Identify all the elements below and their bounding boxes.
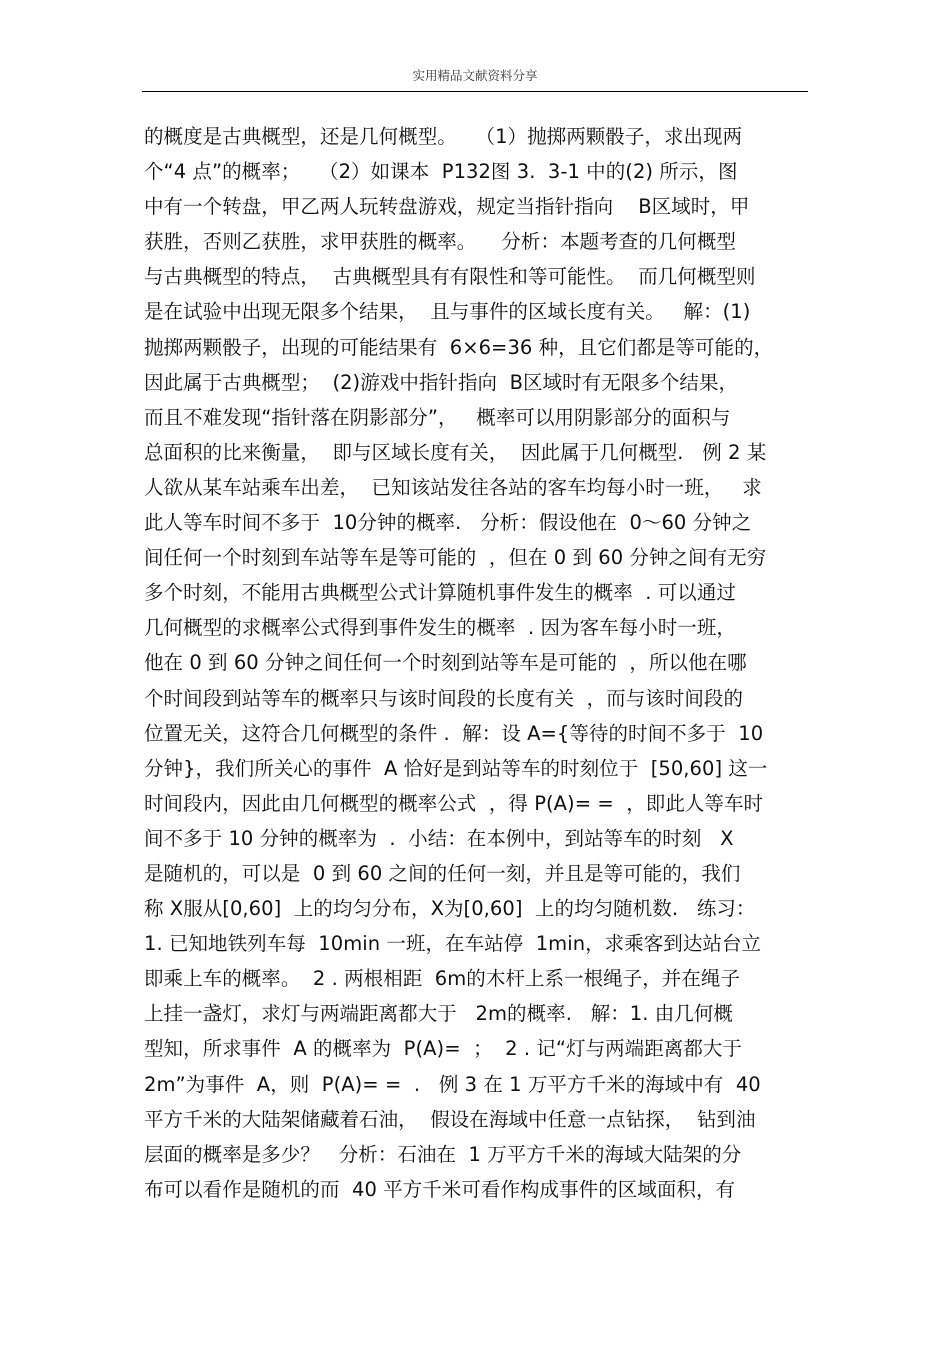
text-line: 2m”为事件 A，则 P(A)= = . 例 3 在 1 万平方千米的海域中有 40	[144, 1072, 761, 1096]
text-line: 个时间段到站等车的概率只与该时间段的长度有关 ，而与该时间段的	[144, 686, 743, 710]
text-line: 因此属于古典概型； (2)游戏中指针指向 B区域时有无限多个结果，	[144, 370, 739, 394]
document-body	[144, 119, 808, 1207]
text-line: 中有一个转盘，甲乙两人玩转盘游戏，规定当指针指向 B区域时，甲	[144, 195, 750, 219]
text-line: 的概度是古典概型，还是几何概型。 （1）抛掷两颗骰子，求出现两	[144, 125, 743, 148]
text-line: 总面积的比来衡量， 即与区域长度有关， 因此属于几何概型. 例 2 某	[144, 440, 767, 464]
text-line: 人欲从某车站乘车出差， 已知该站发往各站的客车均每小时一班， 求	[144, 475, 762, 499]
text-line: 他在 0 到 60 分钟之间任何一个时刻到站等车是可能的 ，所以他在哪	[144, 651, 747, 675]
text-line: 平方千米的大陆架储藏着石油， 假设在海域中任意一点钻探， 钻到油	[144, 1107, 756, 1131]
text-line: 间不多于 10 分钟的概率为 . 小结：在本例中，到站等车的时刻 X	[144, 826, 734, 850]
text-line: 而且不难发现“指针落在阴影部分”， 概率可以用阴影部分的面积与	[144, 405, 731, 429]
text-line: 1. 已知地铁列车每 10min 一班，在车站停 1min，求乘客到达站台立	[144, 932, 762, 956]
text-line: 此人等车时间不多于 10分钟的概率. 分析：假设他在 0～60 分钟之	[144, 511, 752, 535]
text-line: 上挂一盏灯，求灯与两端距离都大于 2m的概率. 解：1. 由几何概	[144, 1002, 733, 1026]
text-line: 层面的概率是多少？ 分析：石油在 1 万平方千米的海域大陆架的分	[144, 1142, 742, 1166]
text-line: 间任何一个时刻到车站等车是等可能的 ，但在 0 到 60 分钟之间有无穷	[144, 546, 767, 570]
header-rule	[142, 91, 808, 92]
text-line: 获胜，否则乙获胜，求甲获胜的概率。 分析：本题考查的几何概型	[144, 230, 736, 254]
text-line: 时间段内，因此由几何概型的概率公式 ，得 P(A)= = ，即此人等车时	[144, 791, 764, 815]
text-line: 个“4 点”的概率； （2）如课本 P132图 3. 3-1 中的(2) 所示，图	[144, 160, 738, 184]
text-line: 布可以看作是随机的而 40 平方千米可看作构成事件的区域面积，有	[144, 1177, 736, 1201]
text-line: 即乘上车的概率。 2 . 两根相距 6m的木杆上系一根绳子，并在绳子	[144, 967, 740, 991]
text-line: 称 X服从[0,60] 上的均匀分布，X为[0,60] 上的均匀随机数. 练习：	[144, 897, 756, 921]
text-line: 是随机的，可以是 0 到 60 之间的任何一刻，并且是等可能的，我们	[144, 861, 741, 885]
text-line: 与古典概型的特点， 古典概型具有有限性和等可能性。 而几何概型则	[144, 265, 756, 289]
text-line: 是在试验中出现无限多个结果， 且与事件的区域长度有关。 解：(1)	[144, 300, 751, 324]
text-line: 位置无关，这符合几何概型的条件 . 解：设 A={等待的时间不多于 10	[144, 721, 764, 745]
text-line: 型知，所求事件 A 的概率为 P(A)= ； 2 . 记“灯与两端距离都大于	[144, 1037, 742, 1061]
text-line: 几何概型的求概率公式得到事件发生的概率 . 因为客车每小时一班，	[144, 616, 736, 640]
text-line: 多个时刻，不能用古典概型公式计算随机事件发生的概率 . 可以通过	[144, 581, 736, 605]
page-header: 实用精品文献资料分享	[412, 68, 538, 83]
text-line: 抛掷两颗骰子，出现的可能结果有 6×6=36 种，且它们都是等可能的，	[144, 335, 774, 359]
text-line: 分钟}，我们所关心的事件 A 恰好是到站等车的时刻位于 [50,60] 这一	[144, 756, 768, 780]
